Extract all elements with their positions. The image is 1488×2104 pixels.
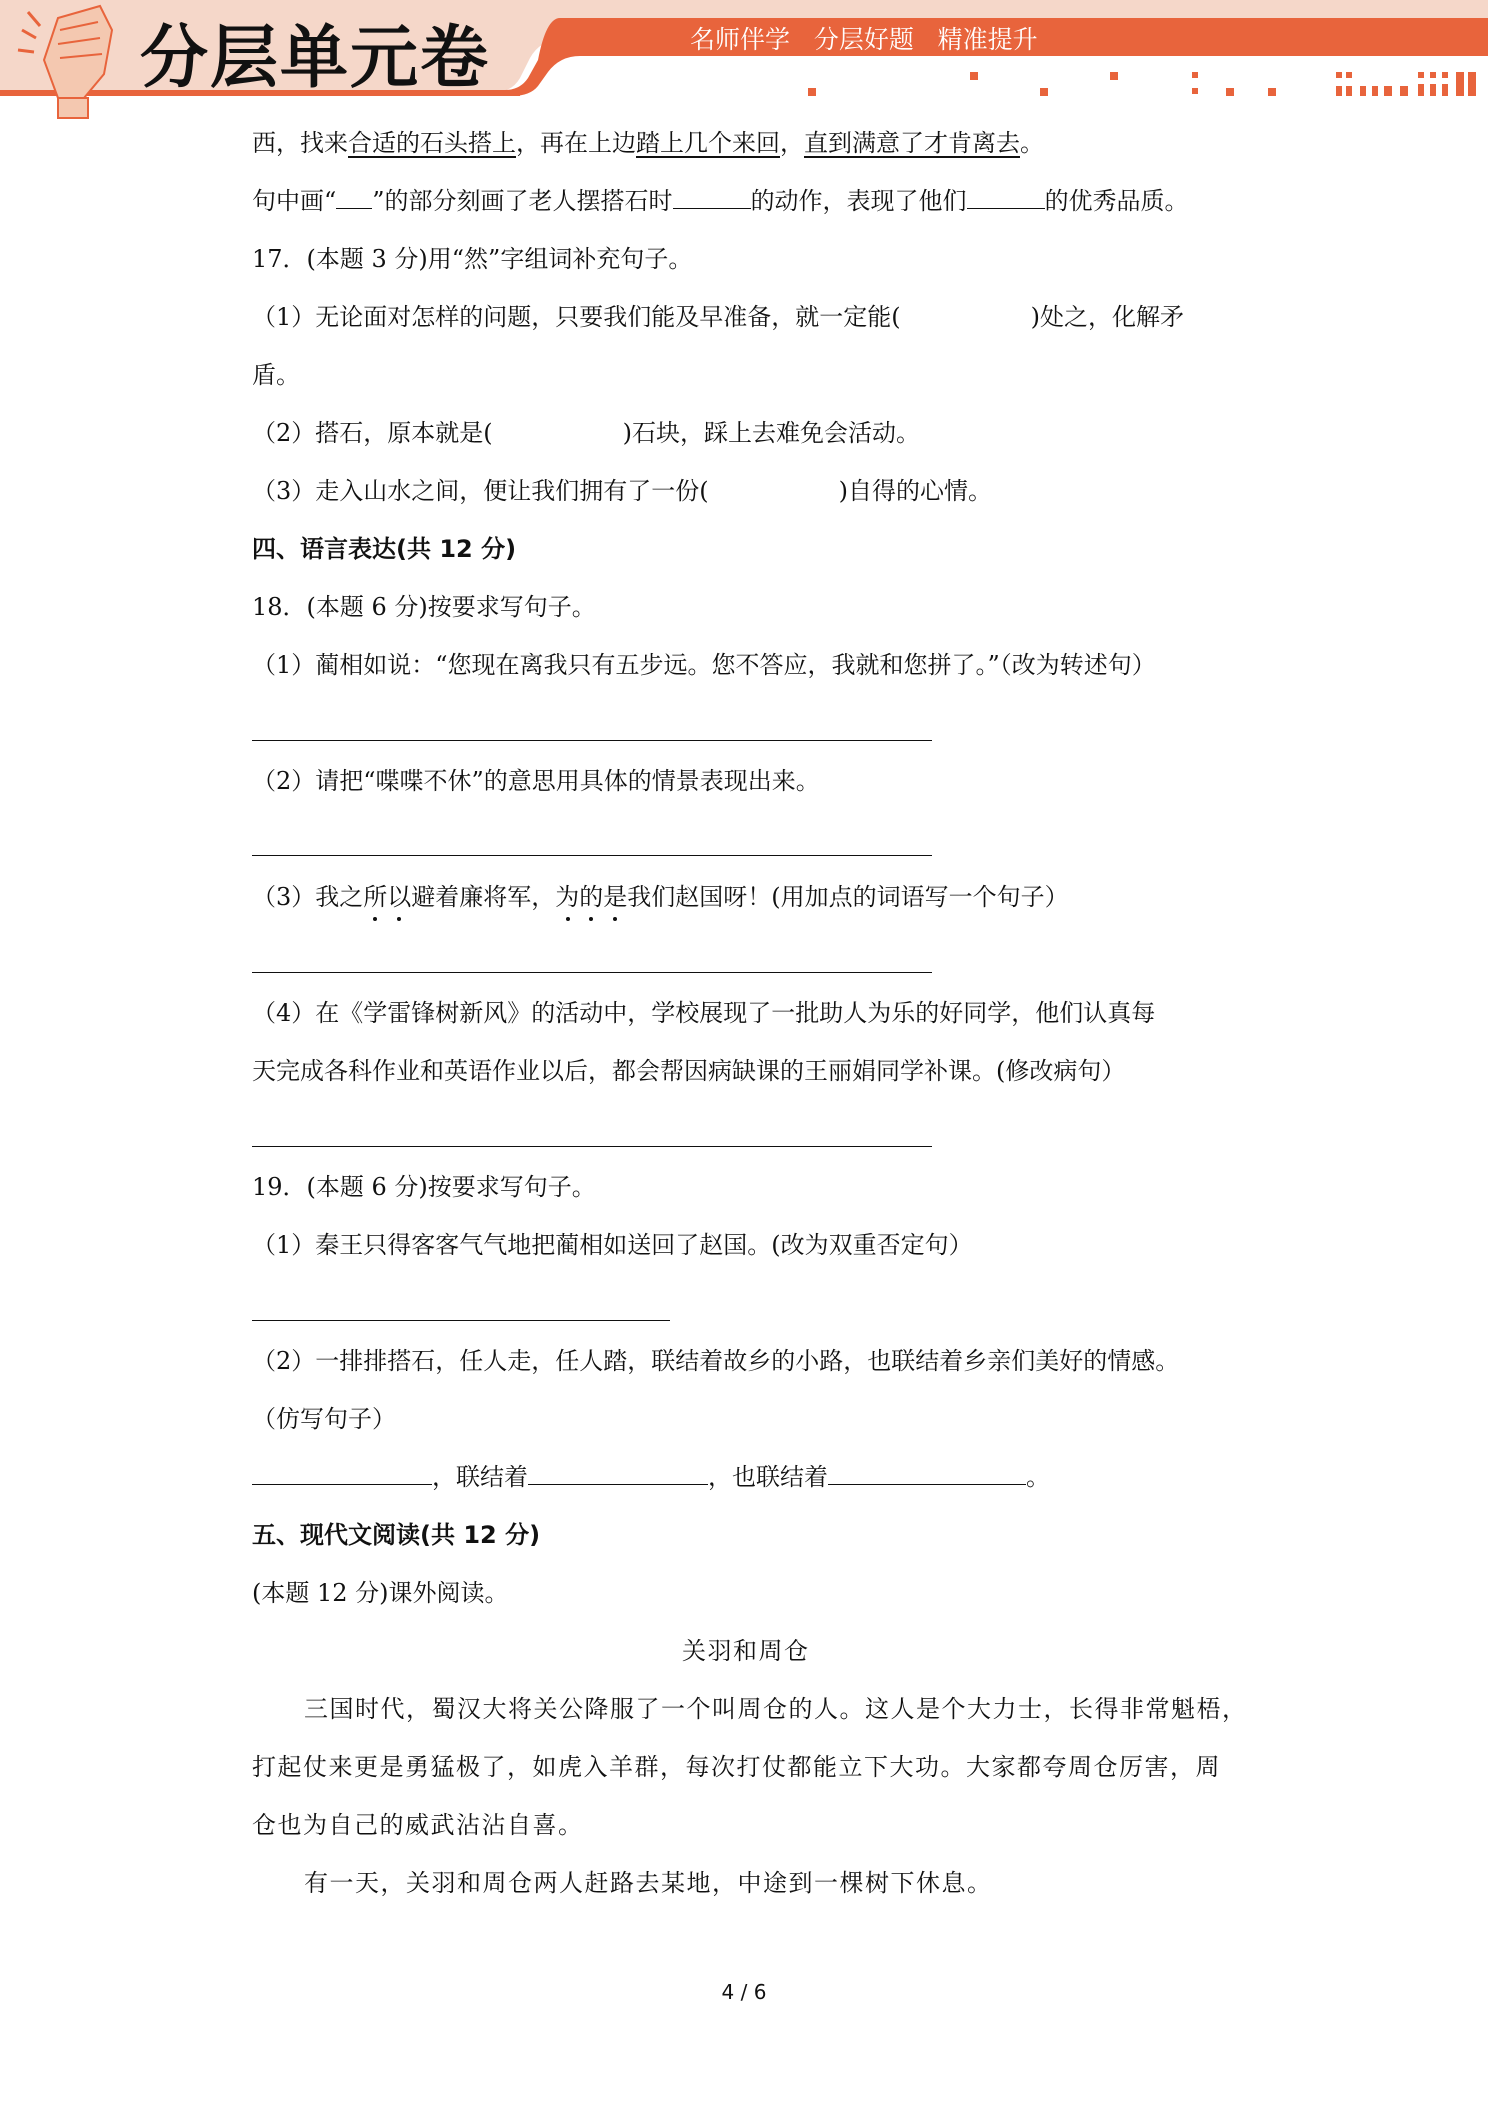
decorative-dots	[808, 72, 1476, 96]
q18-item-4: （4）在《学雷锋树新风》的活动中，学校展现了一批助人为乐的好同学，他们认真每	[252, 999, 1156, 1027]
header-slogan: 名师伴学 分层好题 精准提升	[690, 25, 1038, 54]
logo-title: 分层单元卷	[140, 19, 491, 98]
answer-line[interactable]	[252, 1146, 932, 1147]
fill-blank[interactable]	[336, 186, 372, 209]
answer-line[interactable]	[252, 855, 932, 856]
question-18: 18．(本题 6 分)按要求写句子。	[252, 593, 596, 621]
underlined-phrase: 合适的石头搭上	[348, 129, 516, 157]
text-line: 天完成各科作业和英语作业以后，都会帮因病缺课的王丽娟同学补课。(修改病句）	[252, 1057, 1126, 1085]
text-line: （仿写句子）	[252, 1405, 396, 1433]
q19-item-2: （2）一排排搭石，任人走，任人踏，联结着故乡的小路，也联结着乡亲们美好的情感。	[252, 1347, 1180, 1375]
q17-item-3: （3）走入山水之间，便让我们拥有了一份( )自得的心情。	[252, 477, 993, 505]
passage-paragraph: 仓也为自己的威武沾沾自喜。	[252, 1811, 584, 1839]
underlined-phrase: 踏上几个来回	[636, 129, 780, 157]
passage-paragraph: 有一天，关羽和周仓两人赶路去某地，中途到一棵树下休息。	[304, 1869, 993, 1897]
dotted-word: 为的是	[555, 883, 627, 911]
text-line: 西，找来合适的石头搭上，再在上边踏上几个来回，直到满意了才肯离去。	[252, 129, 1044, 157]
answer-line[interactable]	[252, 972, 932, 973]
passage-title: 关羽和周仓	[682, 1637, 810, 1665]
q18-item-2: （2）请把“喋喋不休”的意思用具体的情景表现出来。	[252, 767, 820, 795]
q17-item-1: （1）无论面对怎样的问题，只要我们能及早准备，就一定能( )处之，化解矛	[252, 303, 1185, 331]
q18-item-1: （1）蔺相如说：“您现在离我只有五步远。您不答应，我就和您拼了。”（改为转述句）	[252, 651, 1156, 679]
q17-item-2: （2）搭石，原本就是( )石块，踩上去难免会活动。	[252, 419, 921, 447]
page-number: 4 / 6	[721, 1980, 767, 2004]
fill-blank[interactable]	[252, 1462, 432, 1485]
question-17: 17．(本题 3 分)用“然”字组词补充句子。	[252, 245, 693, 273]
answer-line[interactable]	[252, 1320, 670, 1321]
question-20: (本题 12 分)课外阅读。	[252, 1579, 509, 1607]
passage-paragraph: 打起仗来更是勇猛极了，如虎入羊群，每次打仗都能立下大功。大家都夸周仓厉害，周	[252, 1753, 1221, 1781]
fill-blank[interactable]	[528, 1462, 708, 1485]
page-header	[0, 0, 1488, 125]
passage-paragraph: 三国时代，蜀汉大将关公降服了一个叫周仓的人。这人是个大力士，长得非常魁梧，	[304, 1695, 1248, 1723]
section-heading: 五、现代文阅读(共 12 分)	[252, 1521, 541, 1549]
q18-item-3: （3）我之所以 避着廉将军，为的是 我们赵国呀！(用加点的词语写一个句子）	[252, 882, 1069, 912]
underlined-phrase: 直到满意了才肯离去	[804, 129, 1020, 157]
q19-fill-line: ，联结着 ，也联结着 。	[252, 1462, 1050, 1492]
text-line: 句中画“ ”的部分刻画了老人摆搭石时 的动作，表现了他们 的优秀品质。	[252, 187, 1189, 215]
section-heading: 四、语言表达(共 12 分)	[252, 535, 517, 563]
answer-line[interactable]	[252, 740, 932, 741]
fill-blank[interactable]	[673, 186, 751, 209]
question-19: 19．(本题 6 分)按要求写句子。	[252, 1173, 596, 1201]
fill-blank[interactable]	[828, 1462, 1026, 1485]
q19-item-1: （1）秦王只得客客气气地把蔺相如送回了赵国。(改为双重否定句）	[252, 1231, 973, 1259]
fill-blank[interactable]	[967, 186, 1045, 209]
text-line: 盾。	[252, 361, 300, 389]
dotted-word: 所以	[363, 883, 411, 911]
